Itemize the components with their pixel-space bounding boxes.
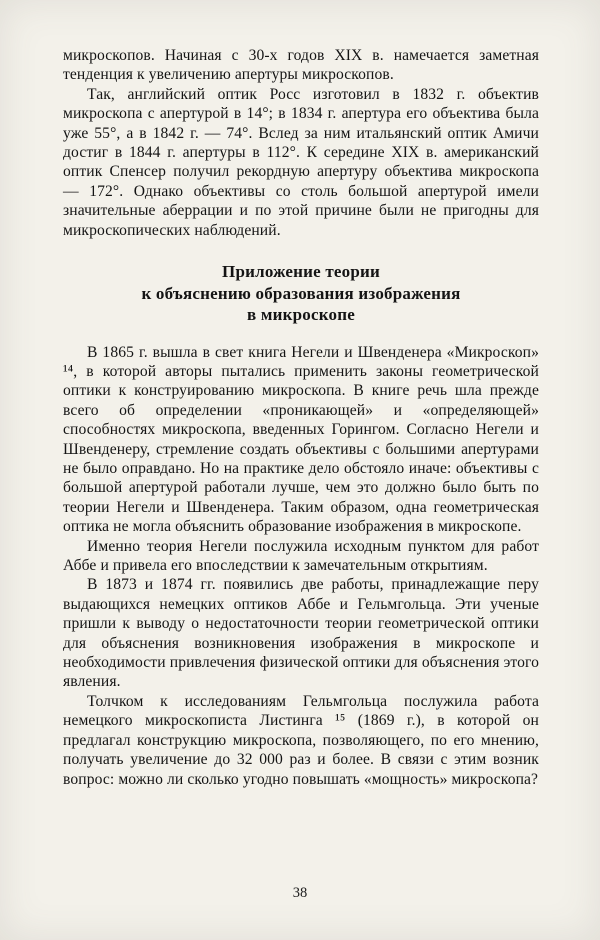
paragraph-abbe-helmholtz: В 1873 и 1874 гг. появились две работы, принадлежащие перу выдающихся немецких оптиков Аббе и Гельмгольца. Эти ученые пришли к выводу о недостаточности теории геометрической оптики для объяснения возникновения изображения в микроскопе и необходимости привлечения физической оптики для объяснения этого явления. — [63, 576, 539, 691]
paragraph-continuation: микроскопов. Начиная с 30-х годов XIX в. намечается заметная тенденция к увеличению апертуры микроскопов. — [63, 47, 539, 84]
text-block — [63, 46, 539, 789]
section-heading — [63, 261, 539, 326]
paragraph-abbe-start: Именно теория Негели послужила исходным пунктом для работ Аббе и привела его впоследствии к замечательным открытиям. — [63, 537, 539, 575]
heading-line-3: в микроскопе — [247, 305, 355, 325]
paragraph-listing: Толчком к исследованиям Гельмгольца послужила работа немецкого микроскописта Листинга ¹⁵ (1869 г.), в которой он предлагал конструкцию микроскопа, позволяющего, по его мнению, получать увеличение до 32 000 раз и более. В связи с этим возник вопрос: можно ли сколько угодно повышать «мощность» микроскопа? — [63, 692, 539, 788]
heading-line-2: к объяснению образования изображения — [141, 283, 461, 303]
paragraph-nageli-schwendener: В 1865 г. вышла в свет книга Негели и Швенденера «Микроскоп» ¹⁴, в которой авторы пытались применить законы геометрической оптики к конструированию микроскопа. В книге речь шла прежде всего об определении «проникающей» и «определяющей» способностях микроскопа, введенных Горингом. Согласно Негели и Швенденеру, стремление создать объективы с большими апертурами не было оправдано. Но на практике дело обстояло иначе: объективы с большой апертурой работали лучше, чем это должно было быть по теории Негели и Швенденера. Таким образом, одна геометрическая оптика не могла объяснить образование изображения в микроскопе. — [63, 343, 539, 536]
paragraph-aperture-history: Так, английский оптик Росс изготовил в 1832 г. объектив микроскопа с апертурой в 14°; в 1834 г. апертура его объектива была уже 55°, а в 1842 г. — 74°. Вслед за ним итальянский оптик Амичи достиг в 1844 г. апертуры в 112°. К середине XIX в. американский оптик Спенсер получил рекордную апертуру объектива микроскопа — 172°. Однако объективы со столь большой апертурой имели значительные аберрации и по этой причине были не пригодны для микроскопических наблюдений. — [63, 85, 539, 239]
page-number: 38 — [292, 885, 308, 901]
heading-line-1: Приложение теории — [222, 262, 380, 282]
